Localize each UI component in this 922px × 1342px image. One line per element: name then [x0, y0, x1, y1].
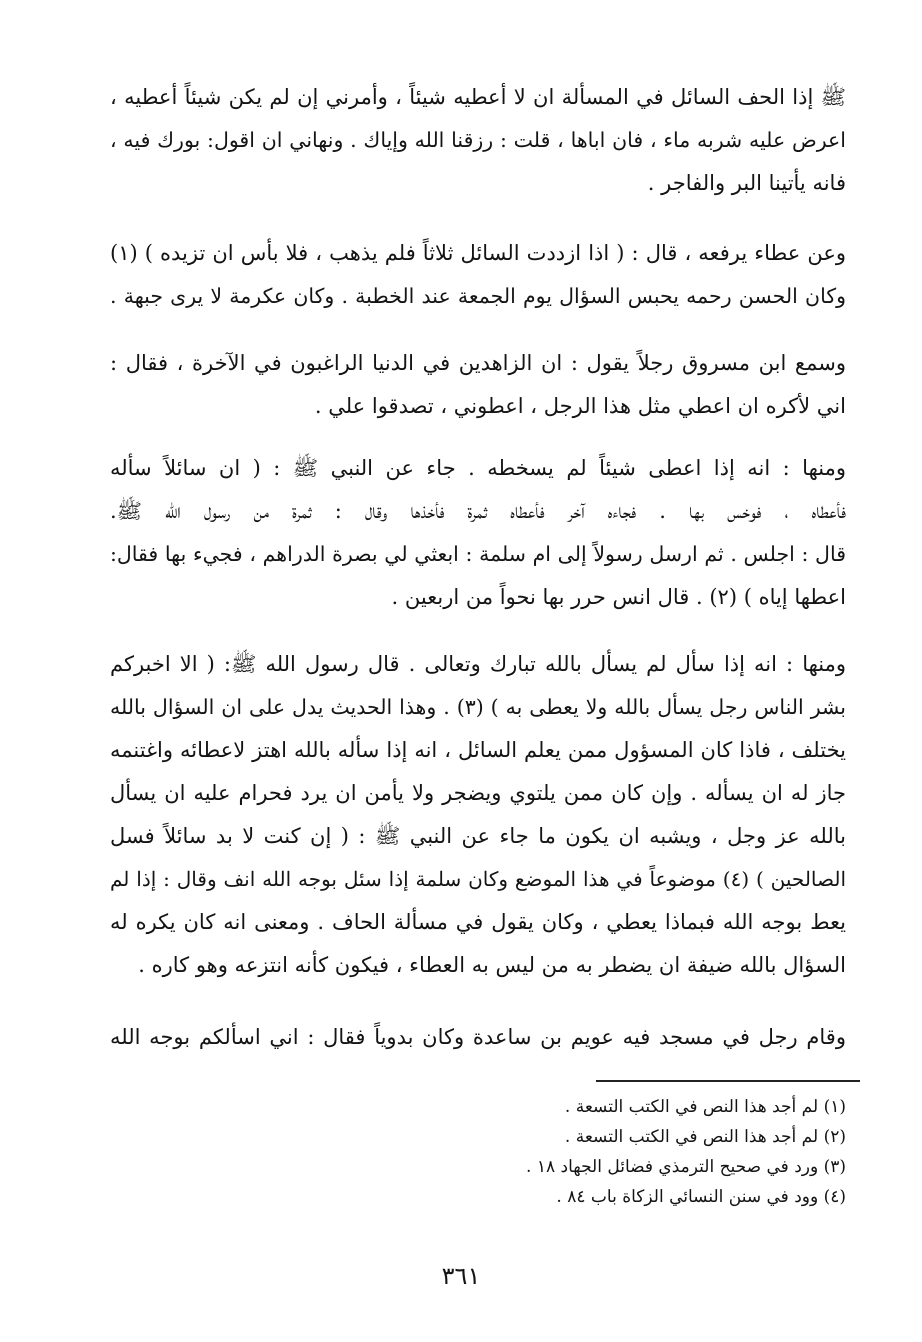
page-number: ٣٦١: [441, 1262, 481, 1290]
text-line: فانه يأتينا البر والفاجر .: [647, 171, 846, 195]
paragraph-1: [110, 76, 846, 205]
paragraph-5: [110, 643, 846, 987]
text-line: جاز له ان يسأله . وإن كان ممن يلتوي ويضجر ولا يأمن ان يرد فحرام عليه ان يسأل: [110, 781, 846, 805]
text-line: ﷺ إذا الحف السائل في المسألة ان لا أعطيه شيئاً ، وأمرني إن لم يكن شيئاً أعطيه ،: [110, 85, 846, 109]
text-line: يختلف ، فاذا كان المسؤول ممن يعلم السائل ، انه إذا سأله بالله اهتز لاعطائه واغتنمه: [110, 738, 846, 762]
footnotes: [400, 1092, 846, 1212]
footnote: (١) لم أجد هذا النص في الكتب التسعة .: [564, 1097, 846, 1117]
paragraph-6: [110, 1016, 846, 1059]
text-line: قال : اجلس . ثم ارسل رسولاً إلى ام سلمة : ابعثي لي بصرة الدراهم ، فجيء بها فقال:: [110, 542, 846, 566]
text-line: وعن عطاء يرفعه ، قال : ( اذا ازددت السائل ثلاثاً فلم يذهب ، فلا بأس ان تزيده ) (١): [110, 241, 846, 265]
paragraph-3: [110, 342, 846, 428]
text-line: الصالحين ) (٤) موضوعاً في هذا الموضع وكان سلمة إذا سئل بوجه الله انف وقال : إذا لم: [110, 867, 846, 891]
paragraph-4: [110, 447, 846, 619]
text-line: اعطها إياه ) (٢) . قال انس حرر بها نحواً من اربعين .: [391, 585, 846, 609]
text-line: وقام رجل في مسجد فيه عويم بن ساعدة وكان بدوياً فقال : اني اسألكم بوجه الله: [110, 1025, 846, 1049]
text-line: ومنها : انه إذا سأل لم يسأل بالله تبارك وتعالى . قال رسول الله ﷺ: ( الا اخبركم: [110, 652, 846, 676]
footnote: (٣) ورد في صحيح الترمذي فضائل الجهاد ١٨ .: [526, 1157, 846, 1177]
footnote-divider: [596, 1080, 860, 1082]
text-line: فأعطاه ، فوخس بها . فجاءه آخر فأعطاه ثمرة فأخذها وقال : ثمرة من رسول الله ﷺ.: [110, 499, 846, 523]
text-line: وكان الحسن رحمه يحبس السؤال يوم الجمعة عند الخطبة . وكان عكرمة لا يرى جبهة .: [110, 284, 846, 308]
text-line: ومنها : انه إذا اعطى شيئاً لم يسخطه . جاء عن النبي ﷺ : ( ان سائلاً سأله: [110, 456, 846, 480]
text-line: بالله عز وجل ، ويشبه ان يكون ما جاء عن النبي ﷺ : ( إن كنت لا بد سائلاً فسل: [110, 824, 846, 848]
text-line: يعط بوجه الله فبماذا يعطي ، وكان يقول في مسألة الحاف . ومعنى انه كان يكره له: [110, 910, 846, 934]
text-line: بشر الناس رجل يسأل بالله ولا يعطى به ) (٣) . وهذا الحديث يدل على ان السؤال بالله: [110, 695, 846, 719]
text-line: اني لأكره ان اعطي مثل هذا الرجل ، اعطوني ، تصدقوا علي .: [314, 394, 846, 418]
footnote: (٢) لم أجد هذا النص في الكتب التسعة .: [564, 1127, 846, 1147]
footnote: (٤) وود في سنن النسائي الزكاة باب ٨٤ .: [556, 1187, 846, 1207]
paragraph-2: [110, 232, 846, 318]
text-line: وسمع ابن مسروق رجلاً يقول : ان الزاهدين في الدنيا الراغبون في الآخرة ، فقال :: [110, 351, 846, 375]
text-line: اعرض عليه شربه ماء ، فان اباها ، قلت : رزقنا الله وإياك . ونهاني ان اقول: بورك فيه ،: [110, 128, 846, 152]
text-line: السؤال بالله ضيفة ان يضطر به من ليس به العطاء ، فيكون كأنه انتزعه وهو كاره .: [138, 953, 846, 977]
